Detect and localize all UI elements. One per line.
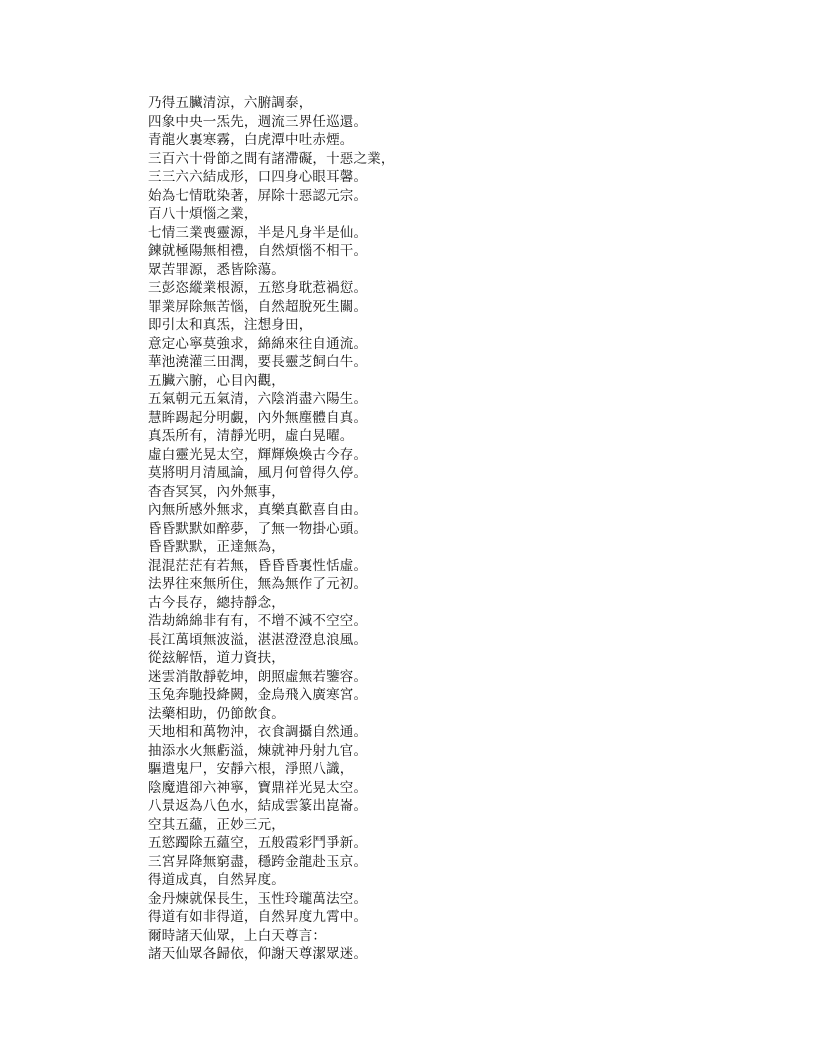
text-line: 華池澆灌三田潤，要長靈芝飼白牛。 [148, 354, 368, 370]
text-line: 法藥相助，仍節飲食。 [148, 705, 285, 722]
text-line: 三彭恣縱業根源，五慾身耽惹禍愆。 [148, 280, 368, 296]
text-line: 杳杳冥冥，內外無事， [148, 483, 285, 500]
text-line: 七情三業喪靈源，半是凡身半是仙。 [148, 224, 368, 241]
text-line: 古今長存，總持靜念， [148, 594, 285, 611]
text-line: 抽添水火無虧溢，煉就神丹射九官。 [148, 742, 368, 759]
text-line: 昏昏默默如醉夢，了無一物掛心頭。 [148, 520, 368, 537]
text-line: 諸天仙眾各歸依，仰謝天尊潔眾迷。 [148, 946, 368, 962]
text-line: 虛白靈光晃太空，輝輝煥煥古今存。 [148, 446, 368, 463]
text-line: 天地相和萬物沖，衣食調攝自然通。 [148, 724, 368, 740]
text-line: 青龍火裏寒霧，白虎潭中吐赤煙。 [148, 132, 354, 148]
text-line: 即引太和真炁，注想身田， [148, 317, 313, 333]
text-line: 驅遣鬼尸，安靜六根，淨照八識， [148, 761, 354, 777]
text-line: 混混茫茫有若無，昏昏昏裏性恬虛。 [148, 557, 368, 574]
text-line: 真炁所有，清靜光明，虛白晃曜。 [148, 428, 354, 444]
text-line: 四象中央一炁先，週流三界任巡還。 [148, 113, 368, 130]
text-line: 昏昏默默，正達無為， [148, 539, 285, 555]
text-line: 法界往來無所住，無為無作了元初。 [148, 576, 368, 592]
text-line: 意定心寧莫強求，綿綿來往自通流。 [148, 335, 368, 352]
text-line: 八景返為八色水，結成雲篆出崑崙。 [148, 798, 368, 814]
text-line: 罪業屏除無苦惱，自然超脫死生關。 [148, 298, 368, 315]
text-line: 乃得五臟清涼，六腑調泰， [148, 95, 313, 111]
text-line: 眾苦罪源，悉皆除蕩。 [148, 261, 285, 278]
text-line: 三宮昇降無窮盡，穩跨金龍赴玉京。 [148, 853, 368, 870]
text-line: 三三六六結成形，口四身心眼耳馨。 [148, 169, 368, 185]
text-line: 長江萬頃無波溢，湛湛澄澄息浪風。 [148, 631, 368, 648]
text-line: 爾時諸天仙眾，上白天尊言： [148, 927, 327, 944]
scripture-text-block [148, 94, 708, 964]
text-line: 莫將明月清風論，風月何曾得久停。 [148, 465, 368, 481]
text-line: 玉兔奔馳投絳闕，金烏飛入廣寒宮。 [148, 687, 368, 703]
text-line: 五慾躅除五蘊空，五般霞彩鬥爭新。 [148, 835, 368, 851]
text-line: 迷雲消散靜乾坤，朗照虛無若鑒容。 [148, 668, 368, 685]
text-line: 陰魔遣卻六神寧，寶鼎祥光晃太空。 [148, 779, 368, 796]
text-line: 五臟六腑，心目內觀， [148, 372, 285, 389]
text-line: 從玆解悟，道力資扶， [148, 650, 285, 666]
text-line: 慧眸踢起分明覷，內外無塵體自真。 [148, 409, 368, 426]
text-line: 始為七情耽染著，屏除十惡認元宗。 [148, 187, 368, 204]
text-line: 五氣朝元五氣清，六陰消盡六陽生。 [148, 391, 368, 407]
text-line: 得道有如非得道，自然昇度九霄中。 [148, 909, 368, 925]
text-line: 得道成真，自然昇度。 [148, 872, 285, 888]
text-line: 鍊就極陽無相禮，自然煩惱不相干。 [148, 243, 368, 259]
text-line: 百八十煩惱之業， [148, 206, 258, 222]
text-line: 三百六十骨節之間有諸滯礙，十惡之業， [148, 150, 395, 167]
text-line: 內無所感外無求，真樂真歡喜自由。 [148, 502, 368, 518]
text-line: 浩劫綿綿非有有，不增不減不空空。 [148, 613, 368, 629]
text-line: 金丹煉就保長生，玉性玲瓏萬法空。 [148, 890, 368, 907]
text-line: 空其五蘊，正妙三元， [148, 816, 285, 833]
